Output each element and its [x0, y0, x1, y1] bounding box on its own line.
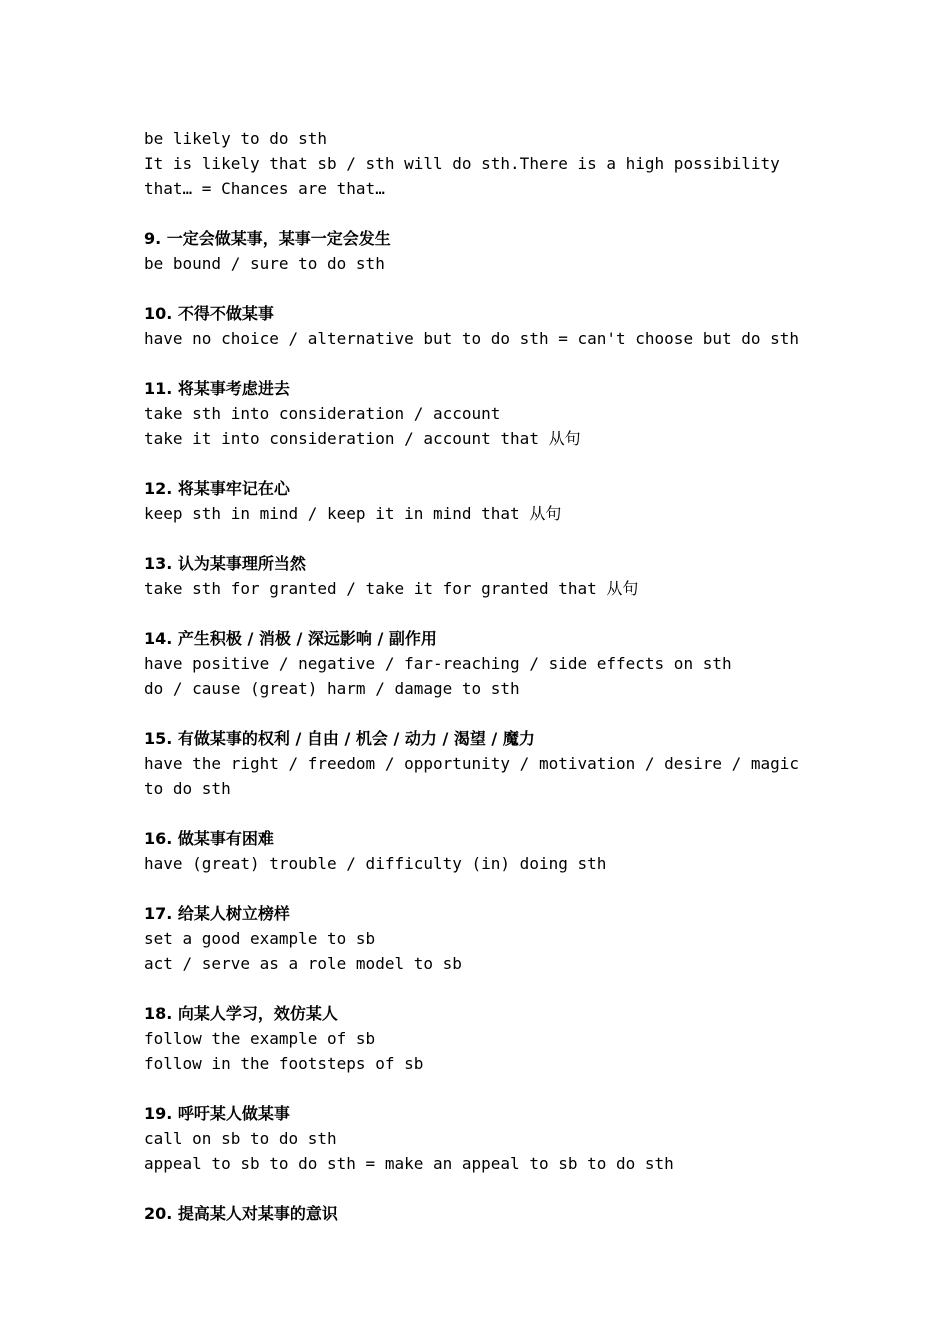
- section-9: [144, 226, 824, 276]
- spacer: [144, 976, 824, 1001]
- section-heading: 9. 一定会做某事，某事一定会发生: [144, 229, 391, 248]
- section-heading: 18. 向某人学习，效仿某人: [144, 1004, 338, 1023]
- section-16: [144, 826, 824, 876]
- text-line: have positive / negative / far-reaching / side effects on sth: [144, 654, 732, 673]
- intro-block: [144, 126, 824, 201]
- section-11: [144, 376, 824, 451]
- text-line: keep sth in mind / keep it in mind that 从句: [144, 504, 562, 523]
- section-heading: 10. 不得不做某事: [144, 304, 274, 323]
- section-heading: 15. 有做某事的权利 / 自由 / 机会 / 动力 / 渴望 / 魔力: [144, 729, 535, 748]
- section-heading: 14. 产生积极 / 消极 / 深远影响 / 副作用: [144, 629, 437, 648]
- text-line: act / serve as a role model to sb: [144, 954, 462, 973]
- section-15: [144, 726, 824, 801]
- text-line: take sth for granted / take it for granted that 从句: [144, 579, 639, 598]
- section-12: [144, 476, 824, 526]
- spacer: [144, 876, 824, 901]
- text-line: call on sb to do sth: [144, 1129, 337, 1148]
- spacer: [144, 351, 824, 376]
- text-line: follow in the footsteps of sb: [144, 1054, 424, 1073]
- section-heading: 20. 提高某人对某事的意识: [144, 1204, 338, 1223]
- spacer: [144, 1176, 824, 1201]
- spacer: [144, 801, 824, 826]
- text-line: have the right / freedom / opportunity / motivation / desire / magic: [144, 754, 800, 773]
- text-line: set a good example to sb: [144, 929, 376, 948]
- document-page: [144, 126, 824, 1226]
- text-line: be likely to do sth: [144, 129, 328, 148]
- spacer: [144, 451, 824, 476]
- section-18: [144, 1001, 824, 1076]
- section-heading: 13. 认为某事理所当然: [144, 554, 306, 573]
- section-heading: 17. 给某人树立榜样: [144, 904, 290, 923]
- section-heading: 16. 做某事有困难: [144, 829, 274, 848]
- spacer: [144, 601, 824, 626]
- text-line: have no choice / alternative but to do sth = can't choose but do sth: [144, 329, 800, 348]
- section-heading: 19. 呼吁某人做某事: [144, 1104, 290, 1123]
- section-17: [144, 901, 824, 976]
- section-10: [144, 301, 824, 351]
- spacer: [144, 701, 824, 726]
- text-line: follow the example of sb: [144, 1029, 376, 1048]
- section-19: [144, 1101, 824, 1176]
- section-14: [144, 626, 824, 701]
- spacer: [144, 276, 824, 301]
- spacer: [144, 1076, 824, 1101]
- section-heading: 11. 将某事考虑进去: [144, 379, 290, 398]
- text-line: be bound / sure to do sth: [144, 254, 385, 273]
- text-line: that… = Chances are that…: [144, 179, 385, 198]
- spacer: [144, 526, 824, 551]
- text-line: have (great) trouble / difficulty (in) doing sth: [144, 854, 607, 873]
- text-line: take it into consideration / account that 从句: [144, 429, 581, 448]
- section-20: [144, 1201, 824, 1226]
- section-13: [144, 551, 824, 601]
- text-line: to do sth: [144, 779, 231, 798]
- text-line: do / cause (great) harm / damage to sth: [144, 679, 520, 698]
- text-line: appeal to sb to do sth = make an appeal to sb to do sth: [144, 1154, 674, 1173]
- section-heading: 12. 将某事牢记在心: [144, 479, 290, 498]
- text-line: take sth into consideration / account: [144, 404, 501, 423]
- spacer: [144, 201, 824, 226]
- text-line: It is likely that sb / sth will do sth.There is a high possibility: [144, 154, 780, 173]
